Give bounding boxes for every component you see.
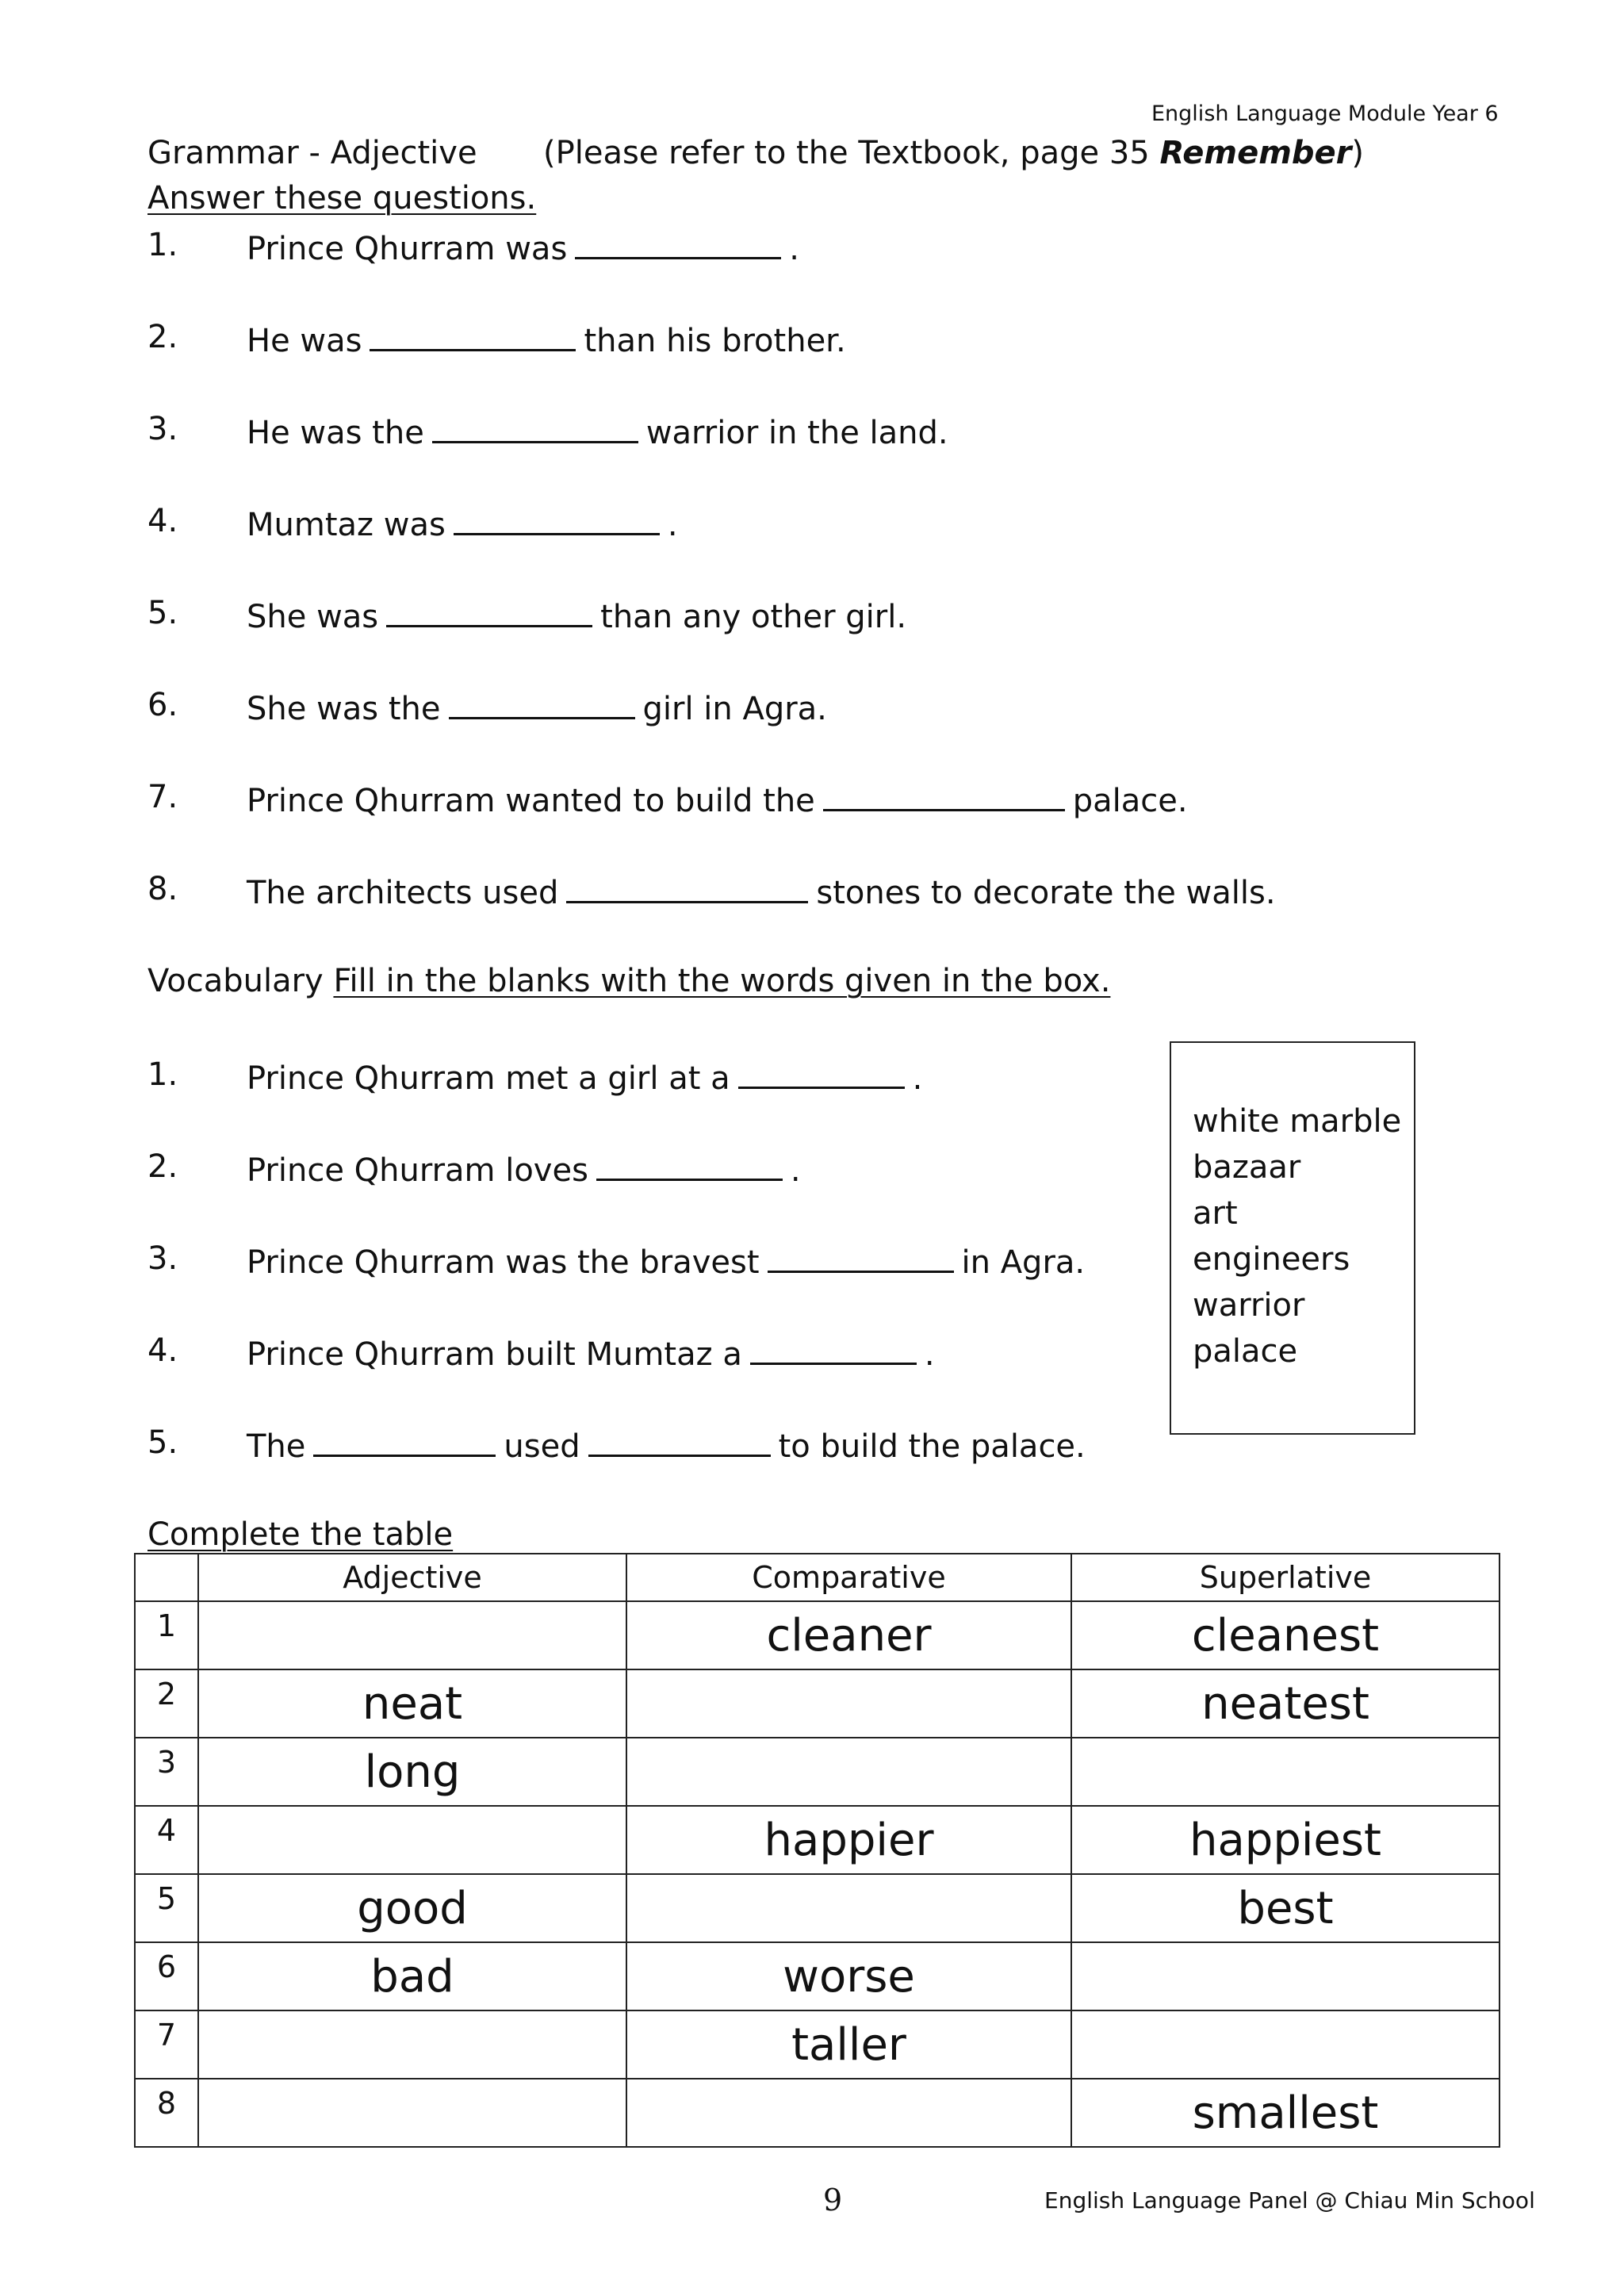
question-text: Prince Qhurram was the bravest <box>247 1244 760 1281</box>
comparative-cell[interactable]: taller <box>626 2010 1071 2079</box>
grammar-question <box>247 871 1276 911</box>
question-number: 8. <box>147 871 178 907</box>
row-number: 7 <box>135 2010 198 2079</box>
adjective-cell[interactable]: neat <box>198 1669 626 1738</box>
header-cell: Adjective <box>198 1554 626 1601</box>
answer-blank[interactable] <box>370 319 576 351</box>
grammar-question <box>247 319 846 359</box>
table-header-row <box>135 1554 1500 1601</box>
word-box-item: palace <box>1193 1333 1298 1370</box>
grammar-title: Grammar - Adjective <box>147 135 477 171</box>
table-row <box>135 1806 1500 1874</box>
module-header: English Language Module Year 6 <box>1151 102 1499 126</box>
row-number: 6 <box>135 1942 198 2010</box>
row-number: 4 <box>135 1806 198 1874</box>
textbook-note-prefix: (Please refer to the Textbook, page 35 <box>543 135 1160 171</box>
question-text: Prince Qhurram met a girl at a <box>247 1060 730 1097</box>
row-number: 5 <box>135 1874 198 1942</box>
superlative-cell[interactable]: cleanest <box>1071 1601 1500 1669</box>
textbook-note-suffix: ) <box>1351 135 1364 171</box>
header-cell: Comparative <box>626 1554 1071 1601</box>
footer-panel: English Language Panel @ Chiau Min School <box>1044 2187 1535 2214</box>
question-number: 4. <box>147 503 178 539</box>
question-number: 4. <box>147 1332 178 1369</box>
superlative-cell[interactable]: neatest <box>1071 1669 1500 1738</box>
answer-blank[interactable] <box>738 1056 905 1089</box>
textbook-note-bold: Remember <box>1159 135 1352 171</box>
row-number: 3 <box>135 1738 198 1806</box>
grammar-question <box>247 779 1188 819</box>
answer-blank[interactable] <box>313 1424 496 1457</box>
header-cell <box>135 1554 198 1601</box>
question-text: Prince Qhurram built Mumtaz a <box>247 1336 742 1373</box>
question-text: The architects used <box>247 875 559 911</box>
answer-blank[interactable] <box>768 1240 954 1273</box>
question-text: . <box>789 231 799 267</box>
superlative-cell[interactable]: best <box>1071 1874 1500 1942</box>
vocabulary-label: Vocabulary <box>147 963 324 999</box>
answer-blank[interactable] <box>588 1424 771 1457</box>
adjective-cell[interactable] <box>198 2079 626 2147</box>
superlative-cell[interactable] <box>1071 1942 1500 2010</box>
question-number: 5. <box>147 1424 178 1461</box>
answer-blank[interactable] <box>454 503 660 535</box>
comparative-cell[interactable]: happier <box>626 1806 1071 1874</box>
question-text: Prince Qhurram loves <box>247 1152 588 1189</box>
question-text: . <box>790 1152 801 1189</box>
word-box-item: white marble <box>1193 1103 1402 1140</box>
question-text: used <box>504 1428 580 1465</box>
adjective-cell[interactable] <box>198 1806 626 1874</box>
word-box-item: warrior <box>1193 1287 1305 1324</box>
answer-blank[interactable] <box>386 595 592 627</box>
table-row <box>135 2010 1500 2079</box>
superlative-cell[interactable] <box>1071 1738 1500 1806</box>
question-text: She was the <box>247 691 441 727</box>
table-title: Complete the table <box>147 1516 454 1553</box>
question-text: . <box>912 1060 923 1097</box>
question-text: Mumtaz was <box>247 507 446 543</box>
question-number: 2. <box>147 319 178 355</box>
question-number: 1. <box>147 1056 178 1093</box>
adjective-cell[interactable] <box>198 2010 626 2079</box>
table-row <box>135 1601 1500 1669</box>
question-text: girl in Agra. <box>642 691 827 727</box>
answer-blank[interactable] <box>432 411 638 443</box>
question-number: 6. <box>147 687 178 723</box>
question-number: 3. <box>147 411 178 447</box>
grammar-question <box>247 411 948 451</box>
grammar-question <box>247 595 906 635</box>
question-text: He was the <box>247 415 424 451</box>
comparative-cell[interactable]: worse <box>626 1942 1071 2010</box>
vocabulary-heading <box>147 963 1110 999</box>
row-number: 1 <box>135 1601 198 1669</box>
question-text: stones to decorate the walls. <box>816 875 1276 911</box>
vocabulary-question <box>247 1424 1086 1465</box>
adjective-cell[interactable]: bad <box>198 1942 626 2010</box>
comparative-cell[interactable] <box>626 2079 1071 2147</box>
answer-blank[interactable] <box>566 871 808 903</box>
word-box-item: engineers <box>1193 1241 1350 1278</box>
question-text: . <box>924 1336 935 1373</box>
question-number: 7. <box>147 779 178 815</box>
answer-blank[interactable] <box>596 1148 783 1181</box>
grammar-instruction: Answer these questions. <box>147 180 537 217</box>
comparative-cell[interactable] <box>626 1874 1071 1942</box>
comparative-cell[interactable]: cleaner <box>626 1601 1071 1669</box>
question-text: in Agra. <box>961 1244 1086 1281</box>
superlative-cell[interactable] <box>1071 2010 1500 2079</box>
superlative-cell[interactable]: smallest <box>1071 2079 1500 2147</box>
page-number: 9 <box>823 2183 843 2217</box>
table-row <box>135 1874 1500 1942</box>
question-number: 3. <box>147 1240 178 1277</box>
vocabulary-question <box>247 1332 935 1373</box>
adjective-cell[interactable] <box>198 1601 626 1669</box>
word-box-list <box>1193 1098 1401 1374</box>
question-number: 2. <box>147 1148 178 1185</box>
answer-blank[interactable] <box>823 779 1065 811</box>
textbook-note <box>543 135 1364 171</box>
answer-blank[interactable] <box>449 687 635 719</box>
answer-blank[interactable] <box>750 1332 917 1365</box>
vocabulary-instruction: Fill in the blanks with the words given in the box. <box>333 963 1111 999</box>
question-text: warrior in the land. <box>645 415 948 451</box>
question-text: The <box>247 1428 306 1465</box>
question-text: She was <box>247 599 379 635</box>
answer-blank[interactable] <box>575 227 781 259</box>
row-number: 8 <box>135 2079 198 2147</box>
adjective-table <box>134 1553 1500 2148</box>
word-box-item: art <box>1193 1195 1238 1232</box>
table-row <box>135 1942 1500 2010</box>
adjective-cell[interactable]: long <box>198 1738 626 1806</box>
header-cell: Superlative <box>1071 1554 1500 1601</box>
table-row <box>135 1669 1500 1738</box>
word-box <box>1170 1041 1415 1435</box>
question-text: He was <box>247 323 362 359</box>
question-text: . <box>667 507 678 543</box>
question-number: 5. <box>147 595 178 631</box>
superlative-cell[interactable]: happiest <box>1071 1806 1500 1874</box>
question-number: 1. <box>147 227 178 263</box>
grammar-question <box>247 687 827 727</box>
grammar-question <box>247 227 799 267</box>
row-number: 2 <box>135 1669 198 1738</box>
question-text: than his brother. <box>584 323 846 359</box>
table-row <box>135 1738 1500 1806</box>
question-text: Prince Qhurram wanted to build the <box>247 783 815 819</box>
adjective-cell[interactable]: good <box>198 1874 626 1942</box>
vocabulary-question <box>247 1148 801 1189</box>
comparative-cell[interactable] <box>626 1669 1071 1738</box>
question-text: Prince Qhurram was <box>247 231 568 267</box>
vocabulary-question <box>247 1056 922 1097</box>
vocabulary-question <box>247 1240 1085 1281</box>
grammar-question <box>247 503 678 543</box>
question-text: palace. <box>1072 783 1188 819</box>
table-row <box>135 2079 1500 2147</box>
comparative-cell[interactable] <box>626 1738 1071 1806</box>
question-text: than any other girl. <box>600 599 907 635</box>
question-text: to build the palace. <box>778 1428 1086 1465</box>
word-box-item: bazaar <box>1193 1149 1301 1186</box>
